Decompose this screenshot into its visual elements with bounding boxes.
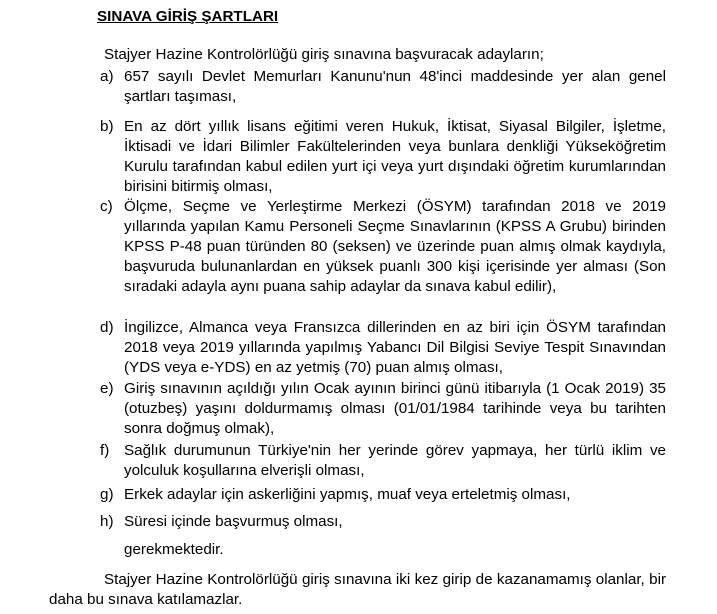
list-item-f (100, 441, 666, 481)
list-item-text: Ölçme, Seçme ve Yerleştirme Merkezi (ÖSYM) tarafından 2018 ve 2019 yıllarında yapılan Kamu Personeli Seçme Sınavlarının (KPSS A Grubu) birinden KPSS P-48 puan türünden 80 (seksen) ve üzerinde puan almış olmak kaydıyla, başvuruda bulunanlardan en yüksek puanlı 300 kişi içerisinde yer alması (Son sıradaki adayla aynı puana sahip adaylar da sınava kabul edilir), (124, 198, 666, 295)
list-marker: e) (100, 380, 114, 397)
list-item-h (100, 512, 666, 532)
final-paragraph: Stajyer Hazine Kontrolörlüğü giriş sınavına iki kez girip de kazanamamış olanlar, bir daha bu sınava katılamazlar. (49, 571, 666, 608)
section-heading: SINAVA GİRİŞ ŞARTLARI (97, 8, 279, 25)
list-item-text: Giriş sınavının açıldığı yılın Ocak ayının birinci günü itibarıyla (1 Ocak 2019) 35 (otuzbeş) yaşını doldurmamış olması (01/01/1984 tarihinde veya bu tarihten sonra doğmuş olmak), (124, 380, 666, 437)
closing-word: gerekmektedir. (124, 541, 224, 558)
list-item-e (100, 379, 666, 439)
list-item-text: İngilizce, Almanca veya Fransızca dillerinden en az biri için ÖSYM tarafından 2018 veya 2019 yıllarında yapılmış Yabancı Dil Bilgisi Seviye Tespit Sınavından (YDS veya e-YDS) en az yetmiş (70) puan almış olması, (124, 319, 666, 376)
list-item-d (100, 318, 666, 378)
intro-paragraph: Stajyer Hazine Kontrolörlüğü giriş sınavına başvuracak adayların; (104, 46, 544, 63)
list-marker: a) (100, 68, 114, 85)
list-marker: b) (100, 118, 114, 135)
list-marker: d) (100, 319, 114, 336)
list-item-text: Erkek adaylar için askerliğini yapmış, muaf veya erteletmiş olması, (124, 486, 571, 503)
list-item-text: Süresi içinde başvurmuş olması, (124, 513, 343, 530)
list-marker: g) (100, 486, 114, 503)
list-item-a (100, 67, 666, 107)
list-item-text: 657 sayılı Devlet Memurları Kanunu'nun 48'inci maddesinde yer alan genel şartları taşıması, (124, 68, 666, 105)
list-item-g (100, 485, 666, 505)
list-marker: f) (100, 442, 110, 459)
list-item-b (100, 117, 666, 197)
list-marker: h) (100, 513, 114, 530)
list-marker: c) (100, 198, 113, 215)
list-item-c (100, 197, 666, 297)
list-item-text: En az dört yıllık lisans eğitimi veren Hukuk, İktisat, Siyasal Bilgiler, İşletme, İktisadi ve İdari Bilimler Fakültelerinden veya bunlara denkliği Yükseköğretim Kurulu tarafından kabul edilen yurt içi veya yurt dışındaki öğretim kurumlarından birisini bitirmiş olması, (124, 118, 666, 195)
list-item-text: Sağlık durumunun Türkiye'nin her yerinde görev yapmaya, her türlü iklim ve yolculuk koşullarına elverişli olması, (124, 442, 666, 479)
